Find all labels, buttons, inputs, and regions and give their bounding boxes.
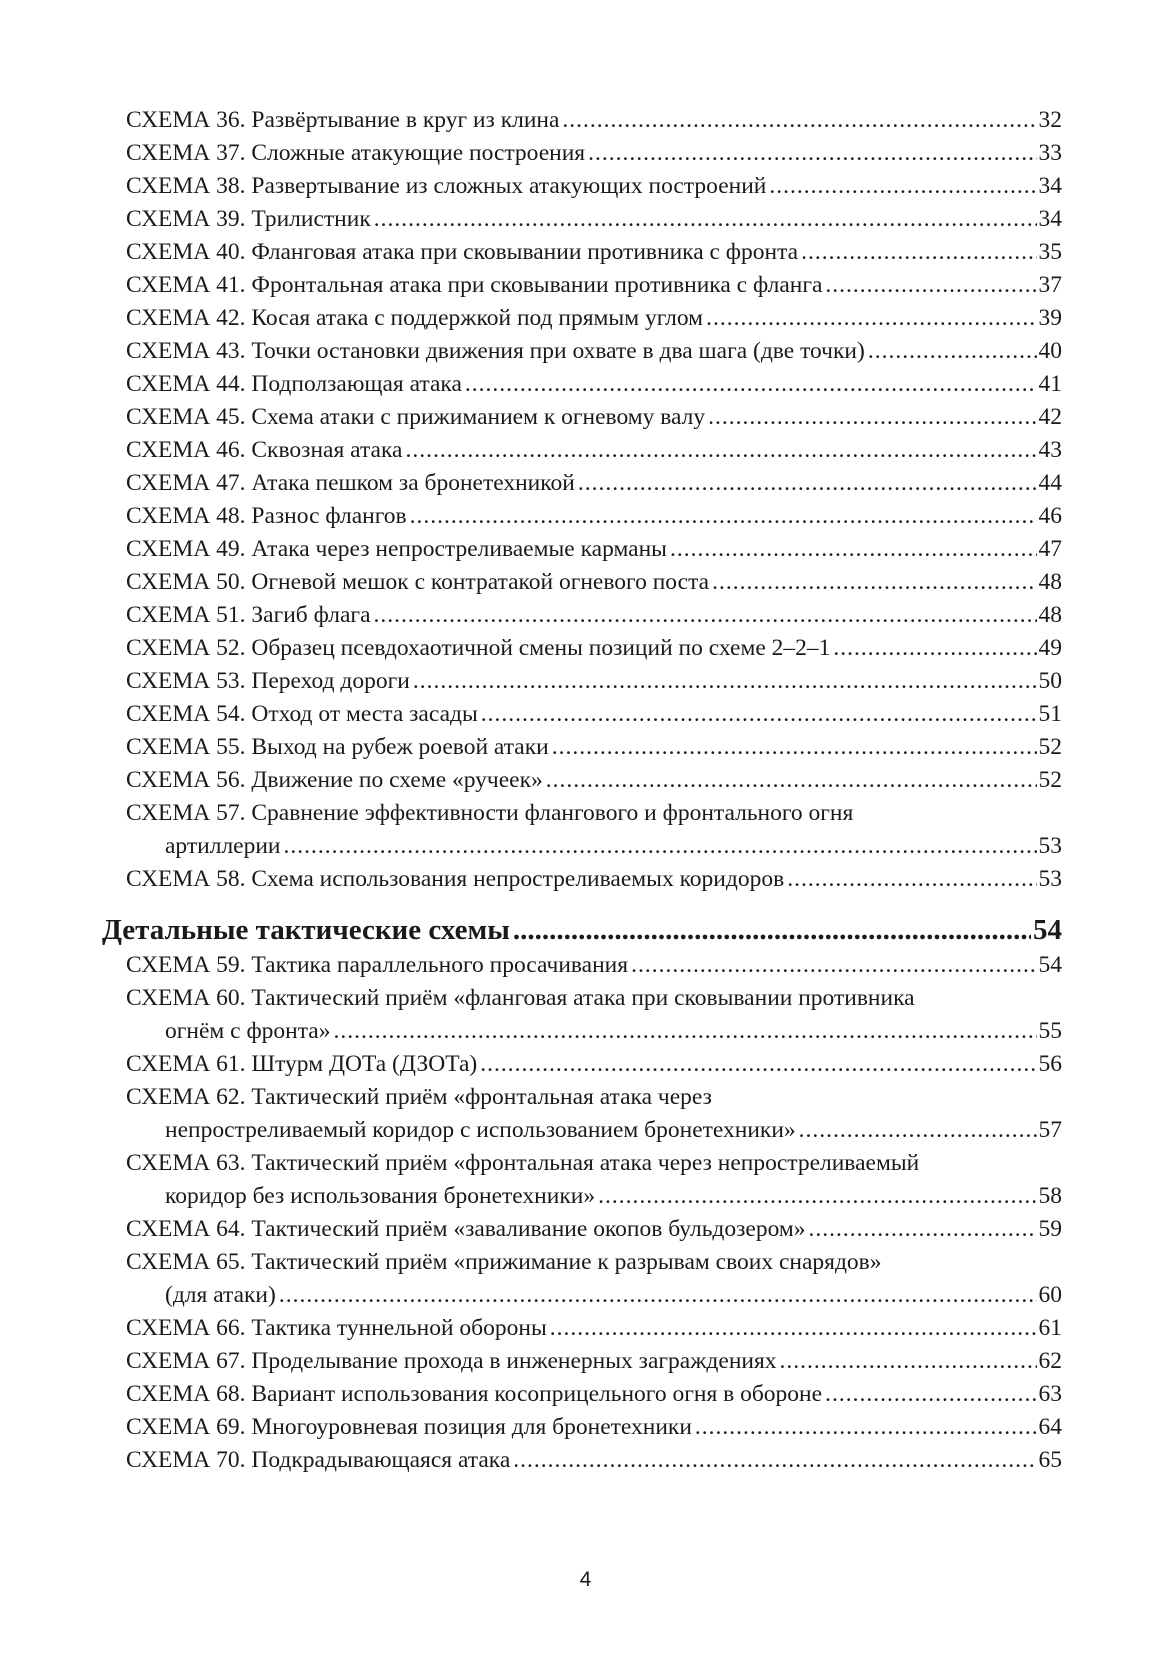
dot-leader [769, 170, 1036, 203]
dot-leader [480, 1048, 1036, 1081]
toc-entry-53[interactable] [102, 665, 1062, 698]
dot-leader [562, 104, 1036, 137]
toc-page-number: 58 [1038, 1183, 1062, 1209]
toc-page-number: 52 [1038, 767, 1062, 793]
dot-leader [801, 236, 1036, 269]
toc-entry-57[interactable] [102, 797, 1062, 863]
toc-entry-title: СХЕМА 43. Точки остановки движения при охвате в два шага (две точки) [126, 338, 865, 364]
toc-entry-41[interactable] [102, 269, 1062, 302]
toc-entry-49[interactable] [102, 533, 1062, 566]
toc-entry-55[interactable] [102, 731, 1062, 764]
toc-entry-40[interactable] [102, 236, 1062, 269]
toc-entry-48[interactable] [102, 500, 1062, 533]
section-title: Детальные тактические схемы [102, 914, 510, 946]
toc-page-number: 62 [1038, 1348, 1062, 1374]
toc-page-number: 33 [1038, 140, 1062, 166]
toc-entry-title: СХЕМА 40. Фланговая атака при сковывании противника с фронта [126, 239, 799, 265]
dot-leader [578, 467, 1037, 500]
toc-page-number: 32 [1038, 107, 1062, 133]
toc-page-number: 49 [1038, 635, 1062, 661]
dot-leader [284, 830, 1037, 863]
table-of-contents [102, 104, 1062, 1477]
dot-leader [833, 632, 1036, 665]
toc-entry-title: СХЕМА 45. Схема атаки с прижиманием к огневому валу [126, 404, 706, 430]
toc-page-number: 42 [1038, 404, 1062, 430]
toc-page-number: 35 [1038, 239, 1062, 265]
dot-leader [513, 912, 1031, 949]
toc-entry-62[interactable] [102, 1081, 1062, 1147]
toc-entry-title: СХЕМА 47. Атака пешком за бронетехникой [126, 470, 575, 496]
toc-page-number: 65 [1038, 1447, 1062, 1473]
toc-section-heading[interactable] [102, 912, 1062, 949]
toc-entry-43[interactable] [102, 335, 1062, 368]
dot-leader [513, 1444, 1036, 1477]
toc-entry-title-continued: непрoстреливаемый коридор с использованием бронетехники» [165, 1117, 796, 1143]
toc-page-number: 34 [1038, 206, 1062, 232]
toc-entry-title: СХЕМА 67. Проделывание прохода в инженерных заграждениях [126, 1348, 777, 1374]
toc-entry-title-continued: артиллерии [165, 833, 281, 859]
toc-entry-44[interactable] [102, 368, 1062, 401]
toc-entry-46[interactable] [102, 434, 1062, 467]
toc-entry-39[interactable] [102, 203, 1062, 236]
toc-entry-title: СХЕМА 54. Отход от места засады [126, 701, 478, 727]
dot-leader [546, 764, 1037, 797]
toc-entry-50[interactable] [102, 566, 1062, 599]
toc-entry-title: СХЕМА 59. Тактика параллельного просачивания [126, 952, 629, 978]
dot-leader [809, 1213, 1037, 1246]
toc-page-number: 37 [1038, 272, 1062, 298]
toc-page-number: 56 [1038, 1051, 1062, 1077]
toc-entry-title-continued: коридор без использования бронетехники» [165, 1183, 596, 1209]
toc-entry-title: СХЕМА 62. Тактический приём «фронтальная атака через [126, 1084, 712, 1110]
toc-entry-title: СХЕМА 69. Многоуровневая позиция для бронетехники [126, 1414, 692, 1440]
toc-entry-45[interactable] [102, 401, 1062, 434]
toc-page-number: 50 [1038, 668, 1062, 694]
toc-entry-title-continued: (для атаки) [165, 1282, 276, 1308]
toc-page-number: 46 [1038, 503, 1062, 529]
toc-page-number: 59 [1038, 1216, 1062, 1242]
toc-page-number: 53 [1038, 866, 1062, 892]
toc-entry-56[interactable] [102, 764, 1062, 797]
dot-leader [868, 335, 1037, 368]
dot-leader [413, 665, 1037, 698]
toc-page-number: 43 [1038, 437, 1062, 463]
dot-leader [410, 500, 1037, 533]
toc-entry-title: СХЕМА 46. Сквозная атака [126, 437, 403, 463]
toc-entry-title: СХЕМА 38. Развертывание из сложных атакующих построений [126, 173, 767, 199]
toc-entry-47[interactable] [102, 467, 1062, 500]
toc-entry-title: СХЕМА 55. Выход на рубеж роевой атаки [126, 734, 549, 760]
toc-entry-42[interactable] [102, 302, 1062, 335]
dot-leader [552, 731, 1037, 764]
toc-entry-69[interactable] [102, 1411, 1062, 1444]
toc-entry-title: СХЕМА 36. Развёртывание в круг из клина [126, 107, 560, 133]
toc-page-number: 47 [1038, 536, 1062, 562]
dot-leader [799, 1114, 1037, 1147]
page-number: 4 [579, 1568, 592, 1591]
toc-entry-title: СХЕМА 48. Разнос флангов [126, 503, 407, 529]
toc-page-number: 64 [1038, 1414, 1062, 1440]
toc-entry-title: СХЕМА 57. Сравнение эффективности флангового и фронтального огня [126, 800, 854, 826]
dot-leader [708, 401, 1036, 434]
toc-page-number: 53 [1038, 833, 1062, 859]
toc-page-number: 54 [1038, 952, 1062, 978]
toc-page-number: 48 [1038, 602, 1062, 628]
toc-entry-title: СХЕМА 39. Трилистник [126, 206, 371, 232]
dot-leader [279, 1279, 1037, 1312]
toc-entry-38[interactable] [102, 170, 1062, 203]
dot-leader [670, 533, 1037, 566]
dot-leader [550, 1312, 1037, 1345]
dot-leader [780, 1345, 1037, 1378]
dot-leader [706, 302, 1036, 335]
dot-leader [598, 1180, 1036, 1213]
toc-entry-title: СХЕМА 70. Подкрадывающаяся атака [126, 1447, 511, 1473]
dot-leader [405, 434, 1036, 467]
dot-leader [825, 269, 1036, 302]
section-page-number: 54 [1033, 914, 1062, 946]
toc-entry-66[interactable] [102, 1312, 1062, 1345]
toc-entry-64[interactable] [102, 1213, 1062, 1246]
toc-entry-68[interactable] [102, 1378, 1062, 1411]
toc-page-number: 63 [1038, 1381, 1062, 1407]
dot-leader [631, 949, 1036, 982]
toc-entry-52[interactable] [102, 632, 1062, 665]
toc-entry-54[interactable] [102, 698, 1062, 731]
dot-leader [374, 599, 1037, 632]
toc-entry-title: СХЕМА 53. Переход дороги [126, 668, 410, 694]
toc-entry-36[interactable] [102, 104, 1062, 137]
toc-page-number: 44 [1038, 470, 1062, 496]
toc-entry-title-continued: огнём с фронта» [165, 1018, 331, 1044]
toc-entry-70[interactable] [102, 1444, 1062, 1477]
toc-entry-61[interactable] [102, 1048, 1062, 1081]
toc-entry-title: СХЕМА 64. Тактический приём «заваливание окопов бульдозером» [126, 1216, 806, 1242]
toc-entry-title: СХЕМА 61. Штурм ДОТа (ДЗОТа) [126, 1051, 478, 1077]
toc-entry-title: СХЕМА 66. Тактика туннельной обороны [126, 1315, 547, 1341]
toc-entry-title: СХЕМА 42. Косая атака с поддержкой под прямым углом [126, 305, 704, 331]
toc-page-number: 57 [1038, 1117, 1062, 1143]
toc-entry-title: СХЕМА 58. Схема использования непрoстреливаемых коридоров [126, 866, 785, 892]
toc-entry-60[interactable] [102, 982, 1062, 1048]
toc-entry-51[interactable] [102, 599, 1062, 632]
toc-entry-title: СХЕМА 44. Подползающая атака [126, 371, 462, 397]
toc-page-number: 34 [1038, 173, 1062, 199]
dot-leader [334, 1015, 1037, 1048]
toc-page-number: 55 [1038, 1018, 1062, 1044]
toc-page-number: 52 [1038, 734, 1062, 760]
toc-entry-title: СХЕМА 63. Тактический приём «фронтальная атака через непрoстреливаемый [126, 1150, 920, 1176]
toc-page-number: 61 [1038, 1315, 1062, 1341]
toc-page-number: 51 [1038, 701, 1062, 727]
toc-entry-65[interactable] [102, 1246, 1062, 1312]
toc-entry-58[interactable] [102, 863, 1062, 896]
toc-entry-63[interactable] [102, 1147, 1062, 1213]
toc-entry-67[interactable] [102, 1345, 1062, 1378]
dot-leader [695, 1411, 1037, 1444]
toc-entry-title: СХЕМА 50. Огневой мешок с контратакой огневого поста [126, 569, 710, 595]
toc-entry-title: СХЕМА 51. Загиб флага [126, 602, 371, 628]
toc-entry-title: СХЕМА 68. Вариант использования косоприцельного огня в обороне [126, 1381, 823, 1407]
dot-leader [825, 1378, 1036, 1411]
dot-leader [481, 698, 1037, 731]
dot-leader [588, 137, 1036, 170]
toc-page-number: 39 [1038, 305, 1062, 331]
dot-leader [465, 368, 1037, 401]
toc-page-number: 41 [1038, 371, 1062, 397]
toc-entry-title: СХЕМА 37. Сложные атакующие построения [126, 140, 586, 166]
dot-leader [787, 863, 1036, 896]
toc-page-number: 40 [1038, 338, 1062, 364]
toc-entry-title: СХЕМА 60. Тактический приём «фланговая атака при сковывании противника [126, 985, 915, 1011]
dot-leader [712, 566, 1036, 599]
toc-page-number: 60 [1038, 1282, 1062, 1308]
toc-entry-59[interactable] [102, 949, 1062, 982]
dot-leader [374, 203, 1037, 236]
toc-entry-title: СХЕМА 65. Тактический приём «прижимание к разрывам своих снарядов» [126, 1249, 882, 1275]
toc-entry-title: СХЕМА 41. Фронтальная атака при сковывании противника с фланга [126, 272, 823, 298]
toc-page-number: 48 [1038, 569, 1062, 595]
toc-entry-37[interactable] [102, 137, 1062, 170]
toc-entry-title: СХЕМА 56. Движение по схеме «ручеек» [126, 767, 543, 793]
toc-entry-title: СХЕМА 49. Атака через непрoстреливаемые карманы [126, 536, 667, 562]
toc-entry-title: СХЕМА 52. Образец псевдохаотичной смены позиций по схеме 2–2–1 [126, 635, 831, 661]
